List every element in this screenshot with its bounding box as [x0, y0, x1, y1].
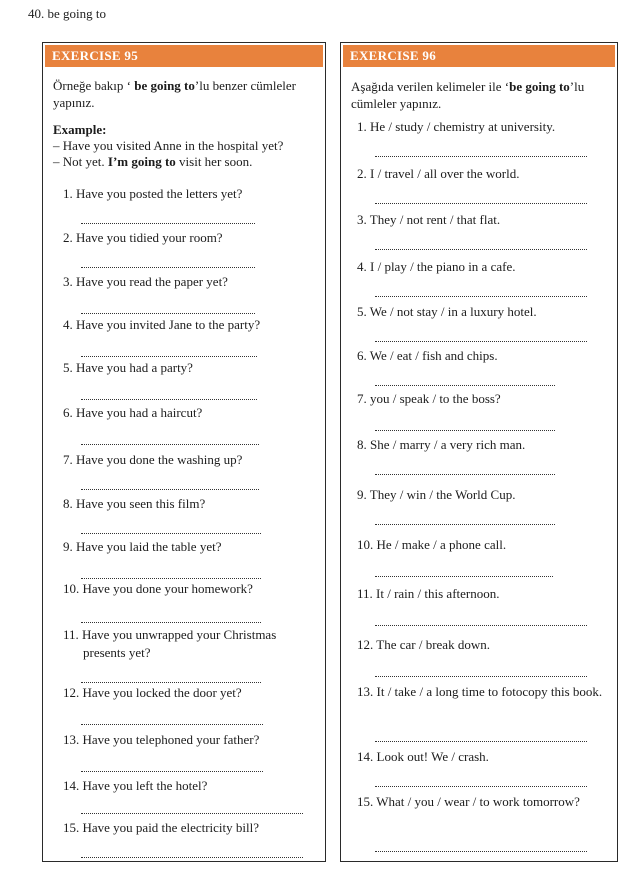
exercise-96-item [357, 258, 613, 276]
answer-line[interactable] [81, 682, 261, 683]
page-header: 40. be going to [28, 6, 106, 21]
answer-line[interactable] [375, 385, 555, 386]
item-question: 10. Have you done your homework? [63, 581, 253, 596]
answer-line[interactable] [375, 625, 587, 626]
exercise-95-item [63, 229, 321, 247]
answer-line[interactable] [375, 341, 587, 342]
item-prompt: 3. They / not rent / that flat. [357, 212, 501, 227]
exercise-95-item [63, 185, 321, 203]
instruction-text: Aşağıda verilen kelimeler ile ‘ [351, 79, 510, 94]
exercise-96-item [357, 211, 613, 229]
item-prompt: 5. We / not stay / in a luxury hotel. [357, 304, 537, 319]
exercise-95-box [42, 42, 326, 862]
item-prompt: 11. It / rain / this afternoon. [357, 586, 500, 601]
exercise-95-title: EXERCISE 95 [45, 45, 323, 67]
exercise-96-item [357, 585, 613, 603]
exercise-95-item [63, 626, 321, 662]
answer-line[interactable] [375, 741, 587, 742]
exercise-96-item [357, 536, 613, 554]
exercise-95-item [63, 359, 321, 377]
example-answer-text: – Not yet. [53, 154, 108, 169]
item-prompt: 10. He / make / a phone call. [357, 537, 507, 552]
item-prompt: 9. They / win / the World Cup. [357, 487, 516, 502]
example-question: – Have you visited Anne in the hospital yet? [53, 138, 284, 153]
exercise-96-item [357, 165, 613, 183]
item-question: 2. Have you tidied your room? [63, 230, 223, 245]
item-question: 5. Have you had a party? [63, 360, 193, 375]
answer-line[interactable] [81, 313, 255, 314]
answer-line[interactable] [375, 156, 587, 157]
item-question: 15. Have you paid the electricity bill? [63, 820, 260, 835]
item-question: 14. Have you left the hotel? [63, 778, 208, 793]
example-answer-bold: I’m going to [107, 154, 176, 169]
exercise-96-item [357, 118, 613, 136]
item-question: 12. Have you locked the door yet? [63, 685, 242, 700]
exercise-95-item [63, 819, 321, 837]
item-prompt: 6. We / eat / fish and chips. [357, 348, 498, 363]
item-question: 8. Have you seen this film? [63, 496, 206, 511]
answer-line[interactable] [375, 296, 587, 297]
exercise-96-item [357, 436, 613, 454]
instruction-text: ’lu benzer cümleler yapınız. [53, 78, 296, 110]
answer-line[interactable] [81, 857, 303, 858]
exercise-96-item [357, 636, 613, 654]
answer-line[interactable] [375, 249, 587, 250]
answer-line[interactable] [375, 851, 587, 852]
answer-line[interactable] [375, 203, 587, 204]
item-question: 11. Have you unwrapped your Christmas presents yet? [63, 627, 277, 660]
answer-line[interactable] [81, 813, 303, 814]
answer-line[interactable] [81, 399, 257, 400]
example-label: Example: [53, 122, 107, 137]
instruction-text: Örneğe bakıp ‘ [53, 78, 135, 93]
answer-line[interactable] [81, 533, 261, 534]
item-prompt: 4. I / play / the piano in a cafe. [357, 259, 516, 274]
exercise-96-item [357, 748, 613, 766]
item-prompt: 7. you / speak / to the boss? [357, 391, 501, 406]
example-answer [53, 154, 315, 170]
item-question: 4. Have you invited Jane to the party? [63, 317, 261, 332]
exercise-96-instruction [341, 78, 617, 112]
answer-line[interactable] [375, 474, 555, 475]
example-block [43, 122, 325, 170]
exercise-95-item [63, 316, 321, 334]
answer-line[interactable] [81, 267, 255, 268]
exercise-96-title: EXERCISE 96 [343, 45, 615, 67]
exercise-95-item [63, 580, 321, 598]
item-question: 9. Have you laid the table yet? [63, 539, 222, 554]
example-answer-text: visit her soon. [175, 154, 253, 169]
item-question: 3. Have you read the paper yet? [63, 274, 228, 289]
exercise-95-item [63, 273, 321, 291]
exercise-95-item [63, 404, 321, 422]
answer-line[interactable] [375, 430, 555, 431]
answer-line[interactable] [375, 524, 555, 525]
item-prompt: 1. He / study / chemistry at university. [357, 119, 556, 134]
item-question: 6. Have you had a haircut? [63, 405, 203, 420]
instruction-bold: be going to [509, 79, 570, 94]
instruction-text: ’lu cümleler yapınız. [351, 79, 585, 111]
exercise-96-item [357, 793, 613, 811]
item-question: 1. Have you posted the letters yet? [63, 186, 243, 201]
exercise-96-item [357, 486, 613, 504]
answer-line[interactable] [81, 223, 255, 224]
exercise-95-item [63, 777, 321, 795]
answer-line[interactable] [81, 356, 257, 357]
answer-line[interactable] [81, 578, 261, 579]
answer-line[interactable] [375, 786, 587, 787]
item-prompt: 8. She / marry / a very rich man. [357, 437, 526, 452]
exercise-96-item [357, 683, 613, 701]
exercise-96-item [357, 390, 613, 408]
exercise-95-item [63, 495, 321, 513]
answer-line[interactable] [81, 622, 261, 623]
item-prompt: 14. Look out! We / crash. [357, 749, 489, 764]
item-prompt: 2. I / travel / all over the world. [357, 166, 520, 181]
answer-line[interactable] [81, 444, 259, 445]
item-prompt: 15. What / you / wear / to work tomorrow? [357, 794, 580, 809]
item-question: 13. Have you telephoned your father? [63, 732, 260, 747]
answer-line[interactable] [81, 771, 263, 772]
answer-line[interactable] [81, 724, 263, 725]
exercise-96-item [357, 347, 613, 365]
item-prompt: 12. The car / break down. [357, 637, 490, 652]
exercise-95-item [63, 731, 321, 749]
exercise-95-item [63, 451, 321, 469]
exercise-95-item [63, 684, 321, 702]
answer-line[interactable] [375, 676, 587, 677]
exercise-96-item [357, 303, 613, 321]
answer-line[interactable] [375, 576, 553, 577]
exercise-95-instruction [43, 77, 325, 111]
exercise-95-item [63, 538, 321, 556]
instruction-bold: be going to [134, 78, 195, 93]
exercise-96-box [340, 42, 618, 862]
answer-line[interactable] [81, 489, 259, 490]
item-question: 7. Have you done the washing up? [63, 452, 243, 467]
item-prompt: 13. It / take / a long time to fotocopy this book. [357, 684, 603, 699]
